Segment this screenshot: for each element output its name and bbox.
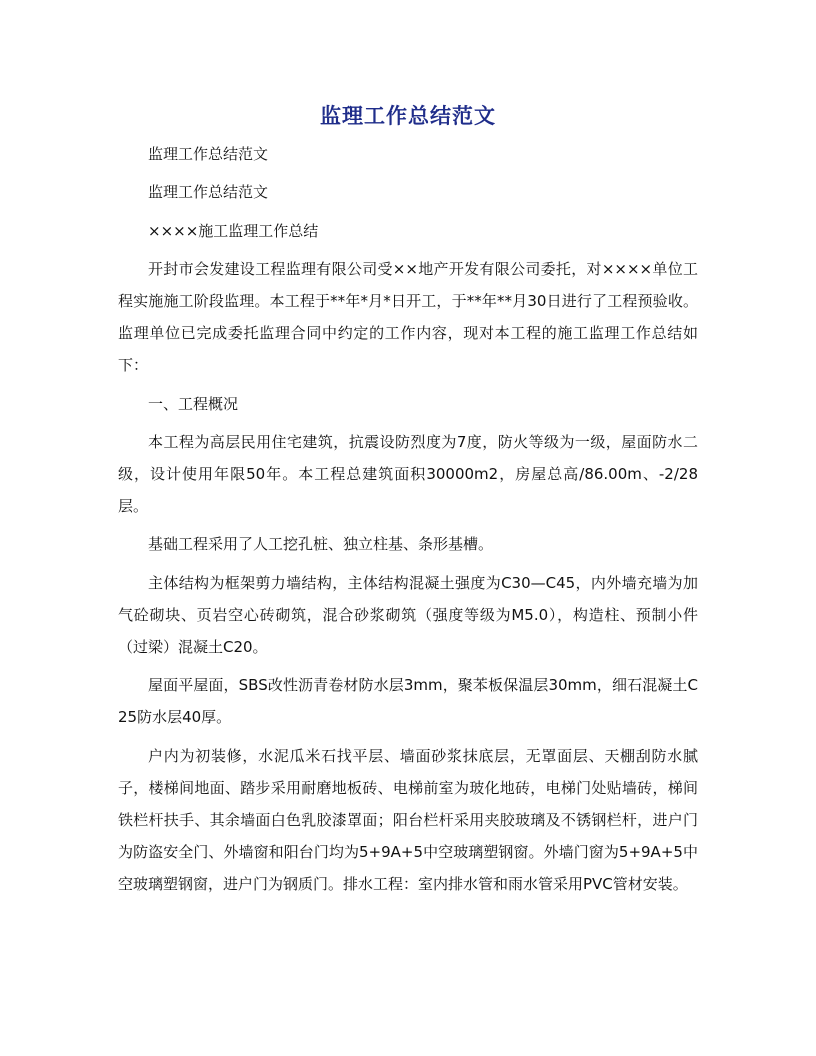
document-body — [118, 138, 698, 906]
paragraph-foundation: 基础工程采用了人工挖孔桩、独立柱基、条形基槽。 — [148, 535, 494, 554]
paragraph-building-info: 本工程为高层民用住宅建筑，抗震设防烈度为7度，防火等级为一级，屋面防水二级，设计使用年限50年。本工程总建筑面积30000m2，房屋总高/86.00m、-2/28层。 — [118, 432, 698, 515]
paragraph-structure: 主体结构为框架剪力墙结构，主体结构混凝土强度为C30—C45，内外墙充墙为加气砼砌块、页岩空心砖砌筑，混合砂浆砌筑（强度等级为M5.0），构造柱、预制小件（过梁）混凝土C20。 — [118, 573, 698, 656]
paragraph-subtitle: ××××施工监理工作总结 — [148, 221, 319, 240]
paragraph-heading-2: 监理工作总结范文 — [148, 183, 269, 202]
document-title: 监理工作总结范文 — [320, 104, 496, 128]
paragraph-heading-1: 监理工作总结范文 — [148, 145, 269, 163]
paragraph-intro: 开封市会发建设工程监理有限公司受××地产开发有限公司委托，对××××单位工程实施施工阶段监理。本工程于**年*月*日开工，于**年**月30日进行了工程预验收。监理单位已完成委托监理合同中约定的工作内容，现对本工程的施工监理工作总结如下： — [118, 260, 698, 375]
paragraph-roof: 屋面平屋面，SBS改性沥青卷材防水层3mm，聚苯板保温层30mm，细石混凝土C25防水层40厚。 — [118, 676, 698, 727]
paragraph-decoration: 户内为初装修，水泥瓜米石找平层、墙面砂浆抹底层，无罩面层、天棚刮防水腻子，楼梯间地面、踏步采用耐磨地板砖、电梯前室为玻化地砖，电梯门处贴墙砖，梯间铁栏杆扶手、其余墙面白色乳胶漆罩面；阳台栏杆采用夹胶玻璃及不锈钢栏杆，进户门为防盗安全门、外墙窗和阳台门均为5+9A+5中空玻璃塑钢窗。外墙门窗为5+9A+5中空玻璃塑钢窗，进户门为钢质门。排水工程：室内排水管和雨水管采用PVC管材安装。 — [118, 746, 698, 893]
section-heading-overview: 一、工程概况 — [148, 394, 239, 413]
